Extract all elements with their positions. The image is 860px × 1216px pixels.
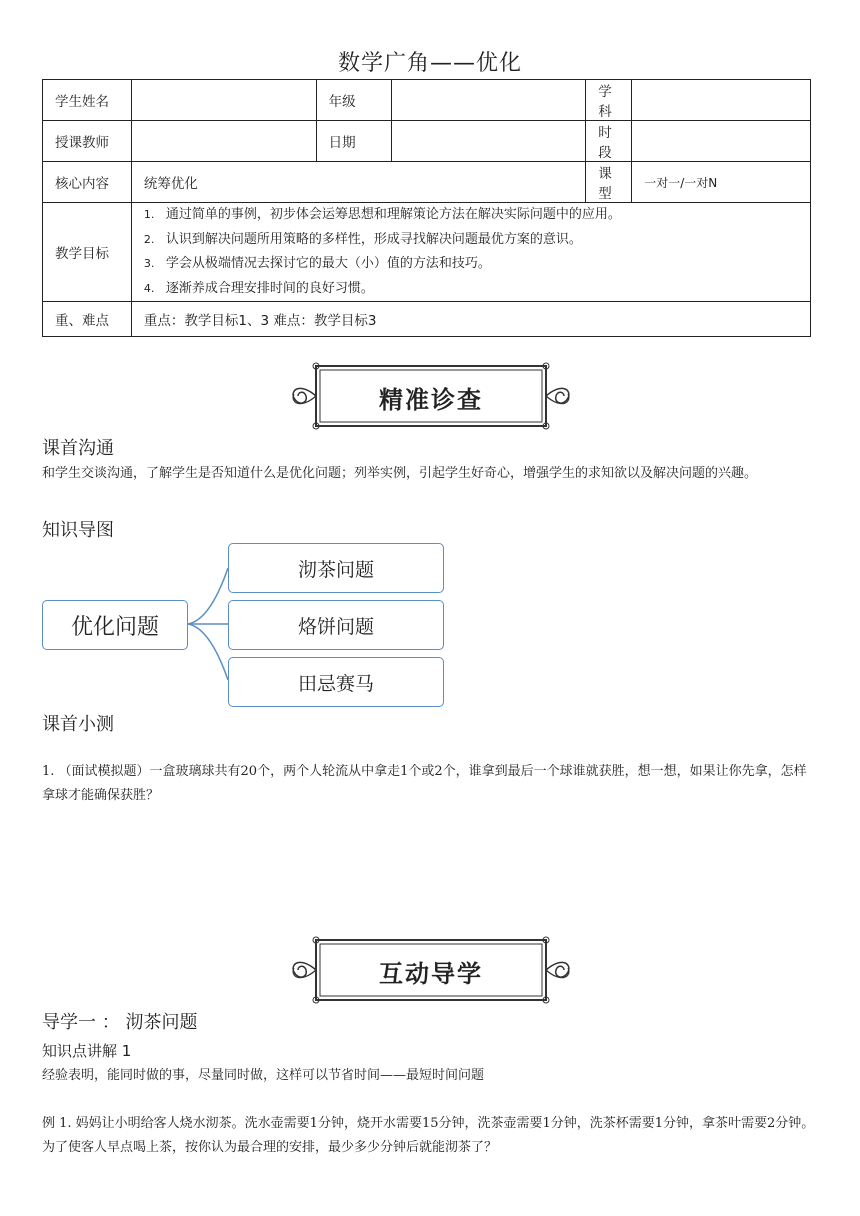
key-points-value: 重点：教学目标1、3 难点：教学目标3	[131, 302, 810, 337]
lesson-type-label: 课型	[586, 162, 632, 203]
goals-list	[131, 203, 810, 302]
knowledge-point-text: 经验表明，能同时做的事，尽量同时做，这样可以节省时间——最短时间问题	[42, 1068, 485, 1083]
period-value	[632, 121, 811, 162]
teacher-label: 授课教师	[43, 121, 132, 162]
quiz-question-1: 1. （面试模拟题）一盒玻璃球共有20个，两个人轮流从中拿走1个或2个，谁拿到最后一个球谁就获胜，想一想，如果让你先拿，怎样拿球才能确保获胜？	[42, 764, 807, 803]
grade-label: 年级	[316, 80, 391, 121]
date-value	[391, 121, 586, 162]
mindmap-heading: 知识导图	[42, 520, 114, 541]
section-banner-diagnosis	[286, 360, 576, 432]
subject-value	[632, 80, 811, 121]
core-value: 统筹优化	[131, 162, 585, 203]
communication-text: 和学生交谈沟通，了解学生是否知道什么是优化问题；列举实例，引起学生好奇心，增强学生的求知欲以及解决问题的兴趣。	[42, 466, 758, 481]
goal-item: 2. 认识到解决问题所用策略的多样性，形成寻找解决问题最优方案的意识。	[143, 231, 582, 247]
teacher-value	[131, 121, 316, 162]
page-title: 数学广角——优化	[337, 51, 522, 76]
subject-label: 学科	[586, 80, 632, 121]
guide1-heading: 导学一 ： 沏茶问题	[42, 1012, 198, 1033]
banner-title: 精准诊查	[379, 386, 483, 414]
banner-title: 互动导学	[379, 960, 483, 988]
knowledge-point-heading: 知识点讲解 1	[42, 1042, 132, 1060]
date-label: 日期	[316, 121, 391, 162]
student-name-value	[131, 80, 316, 121]
goals-label: 教学目标	[43, 203, 132, 302]
grade-value	[391, 80, 586, 121]
lesson-info-table	[42, 79, 811, 337]
quiz-heading: 课首小测	[42, 714, 114, 735]
mindmap-child: 烙饼问题	[228, 600, 444, 650]
student-name-label: 学生姓名	[43, 80, 132, 121]
mindmap-child: 沏茶问题	[228, 543, 444, 593]
mindmap-child: 田忌赛马	[228, 657, 444, 707]
key-points-label: 重、难点	[43, 302, 132, 337]
goal-item: 4. 逐渐养成合理安排时间的良好习惯。	[143, 280, 374, 296]
goal-item: 3. 学会从极端情况去探讨它的最大（小）值的方法和技巧。	[143, 256, 491, 271]
mindmap-root: 优化问题	[42, 600, 188, 650]
section-banner-guided-learning	[286, 934, 576, 1006]
core-label: 核心内容	[43, 162, 132, 203]
lesson-type-value: 一对一/一对N	[632, 162, 811, 203]
goal-item: 1. 通过简单的事例，初步体会运筹思想和理解策论方法在解决实际问题中的应用。	[143, 207, 621, 222]
period-label: 时段	[586, 121, 632, 162]
communication-heading: 课首沟通	[42, 438, 114, 459]
example-1: 例 1. 妈妈让小明给客人烧水沏茶。洗水壶需要1分钟，烧开水需要15分钟，洗茶壶需要1分钟，洗茶杯需要1分钟，拿茶叶需要2分钟。为了使客人早点喝上茶，按你认为最合理的安排，最少多少分钟后就能沏茶了？	[42, 1116, 815, 1155]
